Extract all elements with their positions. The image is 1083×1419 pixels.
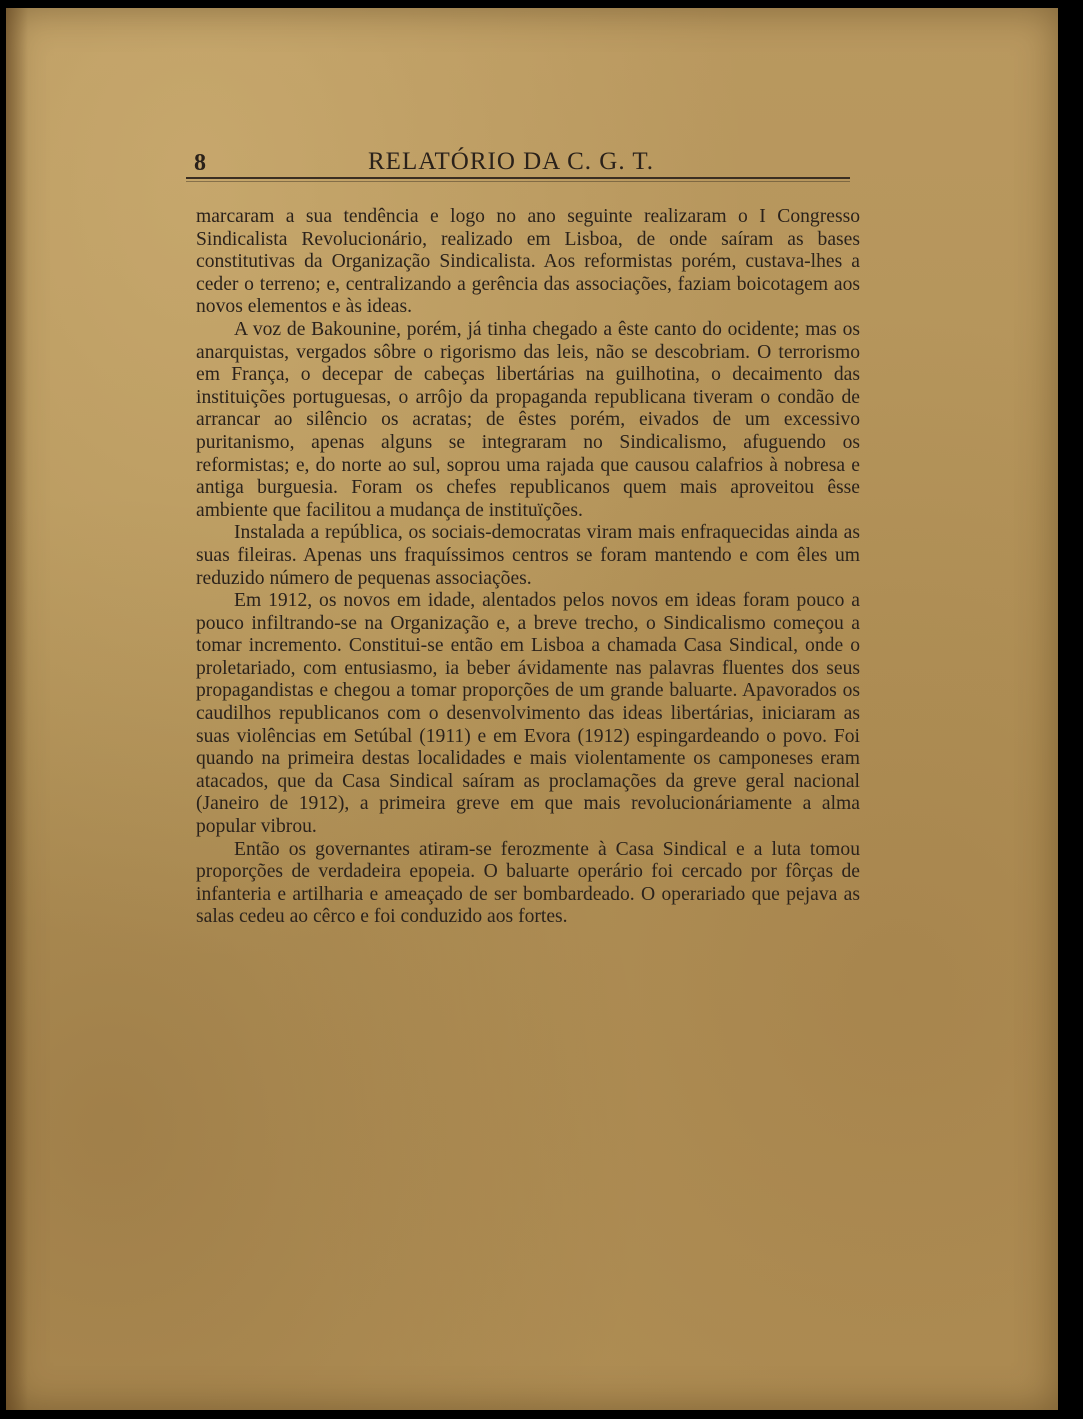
page-header — [192, 146, 854, 180]
header-rule-thin — [186, 181, 850, 182]
paragraph-5: Então os governantes atiram-se ferozmente à Casa Sindical e a luta tomou proporções de verdadeira epopeia. O baluarte operário foi cercado por fôrças de infanteria e artilharia e ameaçado de ser bombardeado. O operariado que pejava as salas cedeu ao cêrco e foi conduzido aos fortes. — [196, 838, 860, 928]
paragraph-3: Instalada a república, os sociais-democratas viram mais enfraquecidas ainda as suas fileiras. Apenas uns fraquíssimos centros se foram mantendo e com êles um reduzido número de pequenas associações. — [196, 522, 860, 589]
body-text — [196, 206, 860, 929]
paragraph-2: A voz de Bakounine, porém, já tinha chegado a êste canto do ocidente; mas os anarquistas, vergados sôbre o rigorismo das leis, não se descobriam. O terrorismo em França, o decepar de cabeças libertárias na guilhotina, o decaimento das instituições portuguesas, o arrôjo da propaganda republicana tiveram o condão de arrancar ao silêncio os acratas; de êstes porém, eivados de um excessivo puritanismo, apenas alguns se integraram no Sindicalismo, afuguendo os reformistas; e, do norte ao sul, soprou uma rajada que causou calafrios à nobresa e antiga burguesia. Foram os chefes republicanos quem mais aproveitou êsse ambiente que facilitou a mudança de instituïções. — [196, 318, 860, 521]
running-title: RELATÓRIO DA C. G. T. — [368, 148, 655, 175]
paragraph-4: Em 1912, os novos em idade, alentados pelos novos em ideas foram pouco a pouco infiltrando-se na Organização e, a breve trecho, o Sindicalismo começou a tomar incremento. Constitui-se então em Lisboa a chamada Casa Sindical, onde o proletariado, com entusiasmo, ia beber ávidamente nas palavras fluentes dos seus propagandistas e chegou a tomar proporções de um grande baluarte. Apavorados os caudilhos republicanos com o desenvolvimento das ideas libertárias, iniciaram as suas violências em Setúbal (1911) e em Evora (1912) espingardeando o povo. Foi quando na primeira destas localidades e mais violentamente os camponeses eram atacados, que da Casa Sindical saíram as proclamações da greve geral nacional (Janeiro de 1912), a primeira greve em que mais revolucionáriamente a alma popular vibrou. — [196, 590, 860, 838]
page-number: 8 — [194, 150, 206, 176]
header-rule — [186, 177, 850, 179]
paragraph-1: marcaram a sua tendência e logo no ano seguinte realizaram o I Congresso Sindicalista Revolucionário, realizado em Lisboa, de onde saíram as bases constitutivas da Organização Sindicalista. Aos reformistas porém, custava-lhes a ceder o terreno; e, centralizando a gerência das associações, faziam boicotagem aos novos elementos e às ideas. — [196, 206, 860, 318]
